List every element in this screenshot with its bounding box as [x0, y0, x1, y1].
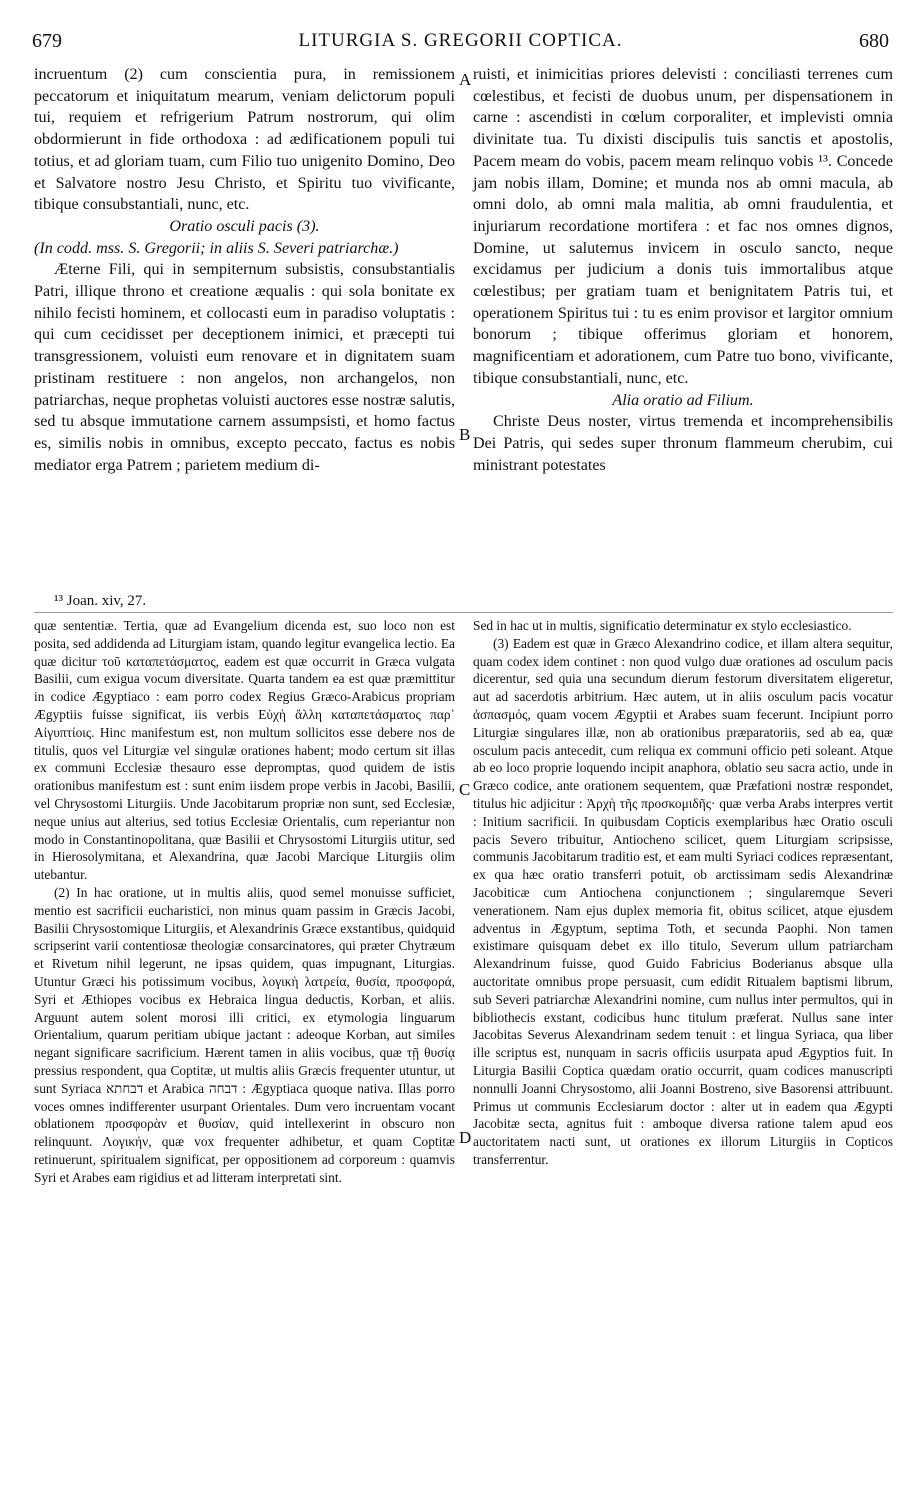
text-paragraph: incruentum (2) cum conscientia pura, in remissionem peccatorum et iniquitatum mearum, veniam delictorum populi tui, requiem et refrigerium Patrum nostrorum, qui olim obdormierunt in fide orthodoxa : ad ædificationem populi tui totius, et ad gloriam tuam, cum Filio tuo unigenito Domino, Deo et Salvatore nostro Jesu Christo, et Spiritu tuo vivificante, tibique consubstantiali, nunc, etc.	[34, 66, 455, 214]
right-column-text	[473, 64, 893, 476]
running-title: LITURGIA S. GREGORII COPTICA.	[298, 30, 623, 51]
left-column-text	[34, 64, 455, 476]
text-paragraph: Christe Deus noster, virtus tremenda et incomprehensibilis Dei Patris, qui sedes super thronum flammeum cherubim, cui ministrant potestates	[473, 413, 893, 474]
text-paragraph: ruisti, et inimicitias priores delevisti : conciliasti terrenes cum cœlestibus, et fecisti de duobus unum, per dispensationem in carne : ascendisti in cœlum corporaliter, et implevisti omnia divinitate tua. Tu dixisti discipulis tuis sanctis et apostolis, Pacem meam do vobis, pacem meam relinquo vobis ¹³. Concede jam nobis illam, Domine; et munda nos ab omni macula, ab omni dolo, ab omni mala malitia, ab omni fraudulentia, et injuriarum recordatione mortifera : et fac nos omnes dignos, Domine, ut salutemus invicem in osculo sancto, neque excidamus per judicium a donis tuis immortalibus atque cœlestibus; per gratiam tuam et benignitatem Patris tui, et operationem Spiritus tui : tu es enim provisor et largitor omnium bonorum ; tibique offerimus gloriam et honorem, magnificentiam et adorationem, cum Patre tuo bono, vivificante, tibique consubstantiali, nunc, etc.	[473, 66, 893, 387]
text-paragraph: Æterne Fili, qui in sempiternum subsistis, consubstantialis Patri, illique throno et creatione æqualis : qui sola bonitate ex nihilo fecisti hominem, et collocasti eum in paradiso voluptatis : qui cum cecidisset per deceptionem inimici, et præcepti tui transgressionem, voluisti eum renovare et in dignitatem suam pristinam restituere : non angelos, non archangelos, non patriarchas, neque prophetas voluisti auctores esse nostræ salutis, sed tu absque immutatione carnem assumpsisti, et homo factus es, similis nobis in omnibus, excepto peccato, factus es nobis mediator erga Patrem ; parietem medium di-	[34, 261, 455, 474]
page-number-right: 680	[859, 30, 889, 52]
margin-letter-c: C	[459, 780, 471, 799]
page-header	[32, 30, 889, 54]
section-heading: Alia oratio ad Filium.	[612, 391, 754, 409]
left-notes-column	[34, 617, 455, 1187]
notes-divider	[34, 612, 893, 613]
note-paragraph: Sed in hac ut in multis, significatio determinatur ex stylo ecclesiastico.	[473, 618, 852, 633]
note-paragraph: (2) In hac oratione, ut in multis aliis, quod semel monuisse sufficiet, mentio est sacrificii eucharistici, non minus quam passim in Græcis Jacobi, Basilii Chrysostomique Liturgiis, et Alexandrinis Græce exstantibus, quidquid scripserint varii contentiosæ theologiæ consarcinatores, qui præter Chytræum et Rivetum nihil legerunt, ne ipsas quidem, quas impugnant, Liturgias. Utuntur Græci his potissimum vocibus, λογικὴ λατρεία, θυσία, προσφορά, Syri et Æthiopes vocibus ex Hebraica lingua deductis, Korban, et aliis. Arguunt autem solent morosi illi critici, ex etymologia linguarum Orientalium, quarum peritiam ubique jactant : adeoque Korban, aut similes negant significare sacrificium. Hærent tamen in aliis vocibus, quæ τῇ θυσίᾳ pressius respondent, qua Coptitæ, ut multis aliis Græcis frequenter utuntur, ut sunt Syriaca דבחתא et Arabica דבחה : Ægyptiaca quoque nativa. Illas porro voces omnes indifferenter usurpant Orientales. Dum vero incruentam vocant oblationem προσφορὰν et θυσίαν, quid intellexerint in obscuro non relinquunt. Λογικήν, quæ vox frequenter adhibetur, et quam Coptitæ retinuerunt, spiritualem significat, per oppositionem ad corporeum : quamvis Syri et Arabes eam rigidius et ad litteram interpretati sint.	[34, 884, 456, 1185]
right-notes-column	[473, 617, 893, 1169]
footnote: ¹³ Joan. xiv, 27.	[54, 593, 147, 609]
note-paragraph: (3) Eadem est quæ in Græco Alexandrino codice, et illam altera sequitur, quam codex idem continet : non quod vulgo duæ orationes ad osculum pacis dicerentur, sed quia una secundum dierum festorum diversitatem eligeretur, aut ad sacerdotis arbitrium. Hæc autem, ut in aliis osculum pacis vocatur ἀσπασμός, quam vocem Ægyptii et Arabes suam fecerunt. Incipiunt porro Liturgiæ singulares illæ, non ab orationibus præparatoriis, sed ab ea, quæ osculum pacis antecedit, cum reliqua ex communi officio peti soleant. Atque ab eo loco proprie loquendo incipit anaphora, oblatio seu sacra actio, unde in Græco codice, ante orationem sequentem, quæ Præfationi nostræ respondet, titulus hic adjicitur : Ἀρχὴ τῆς προσκομιδῆς· quæ verba Arabs interpres vertit : Initium sacrificii. In quibusdam Copticis exemplaribus hæc Oratio osculi pacis Severo tribuitur, Antiocheno scilicet, quem Liturgiam scripsisse, communis Jacobitarum traditio est, et eam multi Syriaci codices repræsentant, ex qua hæc oratio transferri potuit, ob arctissimam sedis Alexandrinæ Jacobiticæ cum Antiochena conjunctionem ; singularemque Severi venerationem. Nam ejus duplex memoria fit, obitus scilicet, atque ejusdem adventus in Ægyptum, septima Toth, et secunda Paophi. Non tamen existimare quisquam debet ex illo titulo, Severum ullum patriarcham Alexandrinum fuisse, quod Guido Fabricius Boderianus absque ulla auctoritate omnibus prope persuasit, cum edidit Ritualem baptismi librum, sub Severi patriarchæ Alexandrini nomine, cum nullus inter permultos, qui in bibliothecis exstant, codicibus hunc titulum præferat. Nullus sane inter Jacobitas Severus Alexandrinam sedem tenuit : et lingua Syriaca, qua liber ille scriptus est, nunquam in sacris officiis usurpata apud Ægyptios fuit. In Liturgia Basilii Coptica quædam oratio occurrit, quam codices manuscripti nonnulli Joanni Chrysostomo, alii Joanni Bostreno, sive Basorensi attribuunt. Primus ut communis Ecclesiarum doctor : alter ut in eadem qua Ægypti Jacobitæ secta, agnitus fuit : amboque diversa ratione talem apud eos auctoritatem nacti sunt, ut orationes ex illorum Liturgiis in Copticos transferrentur.	[473, 635, 893, 1167]
margin-letter-d: D	[459, 1128, 472, 1147]
margin-letter-a: A	[459, 70, 472, 89]
margin-letter-b: B	[459, 425, 471, 444]
section-heading: Oratio osculi pacis (3).	[169, 217, 320, 235]
note-paragraph: quæ sententiæ. Tertia, quæ ad Evangelium dicenda est, suo loco non est posita, sed addidenda ad Liturgiam istam, quando legitur evangelica lectio. Ea quæ dicitur τοῦ καταπετάσματος, eadem est quæ occurrit in Græca vulgata Basilii, cum exigua vocum diversitate. Quarta tandem ea est quæ præmittitur in codice Ægyptiaco : eam porro codex Regius Græco-Arabicus propriam Ægyptiis fuisse significat, iis verbis Εὐχὴ ἄλλη καταπετάσματος παρ᾽ Αἰγυπτίοις. Hinc manifestum est, non multum sollicitos esse debere nos de titulis, quos vel Liturgiæ vel singulæ orationes habent; modo certum sit illas ex communi Ecclesiæ thesauro esse depromptas, quod quidem de istis orationibus manifestum est : sunt enim iisdem prope verbis in Jacobi, Basilii, vel Chrysostomi Liturgiis. Unde Jacobitarum propriæ non sunt, sed Ecclesiæ, neque unius aut alterius, sed totius Ecclesiæ Orientalis, cum reperiantur non modo in Constantinopolitana, quæ Basilii et Chrysostomi Liturgiis utitur, sed in Hierosolymitana, et Alexandrina, quæ Jacobi Marcique Liturgiis olim utebantur.	[34, 618, 455, 883]
rubric-line: (In codd. mss. S. Gregorii; in aliis S. Severi patriarchæ.)	[34, 239, 399, 257]
page-number-left: 679	[32, 30, 62, 52]
